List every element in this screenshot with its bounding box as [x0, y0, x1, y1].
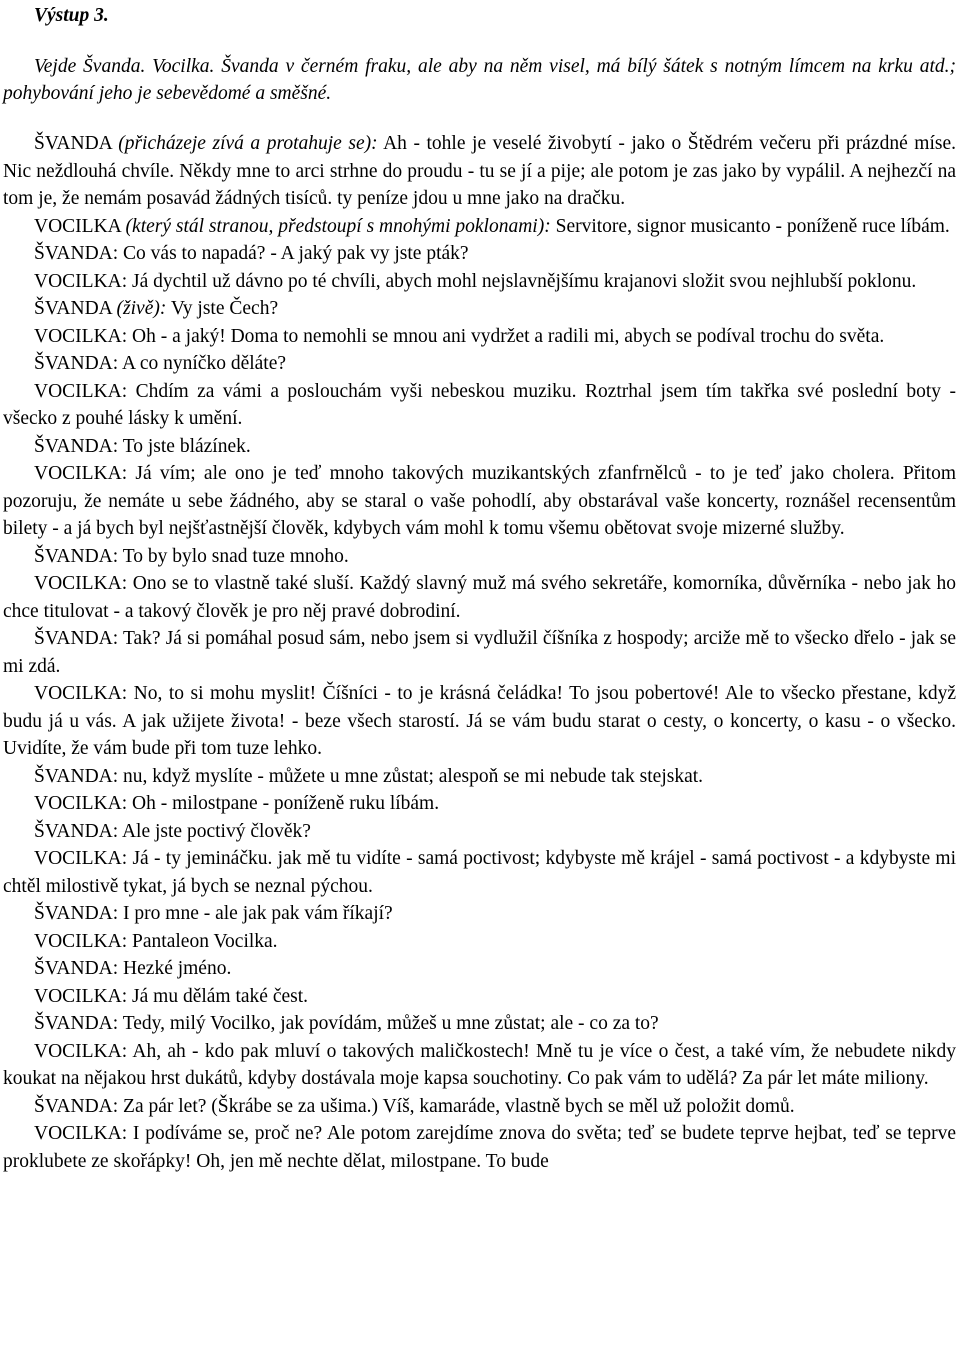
speech-text: Oh - milostpane - poníženě ruku líbám. [127, 793, 440, 814]
dialogue-line [3, 983, 956, 1011]
stage-direction: (živě): [116, 298, 167, 319]
speaker-name: ŠVANDA: [34, 243, 119, 264]
speaker-name: VOCILKA: [34, 270, 128, 292]
speech-text: Ah, ah - kdo pak mluví o takových maličkostech! Mně tu je více o čest, a také vím, že nebudete nikdy koukat na nějakou hrst dukátů, kdyby dostávala moje kapsa souchotiny. Co pak vám to udělá? Za pár let máte miliony. [3, 1040, 956, 1089]
speaker-name: ŠVANDA: [34, 820, 119, 842]
stage-direction-intro: Vejde Švanda. Vocilka. Švanda v černém fraku, ale aby na něm visel, má bílý šátek s notným límcem na krku atd.; pohybování jeho je sebevědomé a směšné. [3, 56, 956, 104]
speaker-name: ŠVANDA: [34, 765, 119, 787]
speaker-name: VOCILKA [34, 215, 121, 237]
dialogue-line [3, 1010, 956, 1038]
speech-text: Hezké jméno. [118, 958, 232, 979]
dialogue-line [3, 378, 956, 433]
dialogue [3, 130, 956, 1175]
speech-text: Chdím za vámi a poslouchám vyši nebeskou muziku. Roztrhal jsem tím takřka své poslední boty - všecko z pouhé lásky k umění. [3, 380, 956, 429]
speech-text: To by bylo snad tuze mnoho. [118, 545, 349, 567]
speech-text: I pro mne - ale jak pak vám říkají? [118, 903, 393, 924]
dialogue-line [3, 543, 956, 571]
dialogue-line [3, 130, 956, 213]
stage-direction: (přicházeje zívá a protahuje se): [118, 133, 378, 154]
speaker-name: ŠVANDA: [34, 958, 119, 979]
speech-text: Ono se to vlastně také sluší. Každý slavný muž má svého sekretáře, komorníka, důvěrníka - nebo jak ho chce titulovat - a takový člověk je pro něj pravé dobrodiní. [3, 573, 956, 622]
dialogue-line [3, 213, 956, 241]
speaker-name: ŠVANDA [34, 298, 112, 319]
speaker-name: VOCILKA: [34, 573, 128, 594]
dialogue-line [3, 625, 956, 680]
dialogue-line [3, 790, 956, 818]
dialogue-line [3, 240, 956, 268]
speaker-name: VOCILKA: [34, 985, 128, 1007]
dialogue-line [3, 845, 956, 900]
speech-text: nu, když myslíte - můžete u mne zůstat; alespoň se mi nebude tak stejskat. [118, 765, 704, 787]
dialogue-line [3, 763, 956, 791]
dialogue-line [3, 1038, 956, 1093]
dialogue-line [3, 680, 956, 763]
dialogue-line [3, 268, 956, 296]
stage-direction: (který stál stranou, předstoupí s mnohými poklonami): [125, 215, 551, 237]
speaker-name: VOCILKA: [34, 1040, 128, 1062]
speech-text: Servitore, signor musicanto - poníženě ruce líbám. [550, 215, 950, 237]
scene-heading: Výstup 3. [34, 5, 109, 26]
speaker-name: ŠVANDA: [34, 903, 119, 924]
speaker-name: VOCILKA: [34, 683, 128, 704]
speech-text: Já dychtil už dávno po té chvíli, abych mohl nejslavnějšímu krajanovi složit svou nejhlubší poklonu. [127, 270, 917, 292]
speech-text: Vy jste Čech? [166, 298, 279, 319]
dialogue-line [3, 900, 956, 928]
dialogue-line [3, 350, 956, 378]
dialogue-line [3, 460, 956, 543]
speech-text: Oh - a jaký! Doma to nemohli se mnou ani vydržet a radili mi, abych se podíval trochu do světa. [127, 325, 885, 347]
speech-text: Tak? Já si pomáhal posud sám, nebo jsem si vydlužil číšníka z hospody; arciže mě to všecko dřelo - jak se mi zdá. [3, 628, 956, 677]
speech-text: Ah - tohle je veselé živobytí - jako o Štědrém večeru při prázdné míse. Nic neždlouhá chvíle. Někdy mne to arci strhne do proudu - tu se jí a pije; ale potom je zas jako by vypálil. A nejhezčí na tom je, že nemám posavád žádných tisíců. ty peníze jdou u mne jako na dračku. [3, 133, 956, 209]
speech-text: No, to si mohu myslit! Číšníci - to je krásná čeládka! To jsou pobertové! Ale to všecko přestane, když budu já u vás. A jak užijete života! - beze všech starostí. Já se vám budu starat o cesty, o koncerty, o kasu - o všecko. Uvidíte, že vám bude při tom tuze lehko. [3, 683, 956, 759]
speaker-name: ŠVANDA: [34, 1013, 119, 1034]
speech-text: Pantaleon Vocilka. [127, 930, 278, 952]
speaker-name: VOCILKA: [34, 380, 128, 402]
speaker-name: ŠVANDA [34, 133, 112, 154]
speaker-name: VOCILKA: [34, 930, 128, 952]
speaker-name: VOCILKA: [34, 463, 128, 484]
speech-text: A co nyníčko děláte? [118, 353, 287, 374]
speech-text: Já mu dělám také čest. [127, 985, 309, 1007]
dialogue-line [3, 323, 956, 351]
dialogue-line [3, 928, 956, 956]
speaker-name: ŠVANDA: [34, 545, 119, 567]
speech-text: Já - ty jemináčku. jak mě tu vidíte - samá poctivost; kdybyste mě krájel - samá poctivost - a kdybyste mi chtěl milostivě tykat, já bych se neznal pýchou. [3, 848, 956, 897]
document-page [3, 0, 956, 1175]
dialogue-line [3, 955, 956, 983]
speaker-name: VOCILKA: [34, 325, 128, 347]
speech-text: Co vás to napadá? - A jaký pak vy jste pták? [118, 243, 469, 264]
speech-text: Za pár let? (Škrábe se za ušima.) Víš, kamaráde, vlastně bych se měl už položit domů. [118, 1095, 795, 1117]
dialogue-line [3, 570, 956, 625]
speaker-name: VOCILKA: [34, 793, 128, 814]
dialogue-line [3, 1093, 956, 1121]
speech-text: Ale jste poctivý člověk? [118, 820, 311, 842]
dialogue-line [3, 433, 956, 461]
speaker-name: VOCILKA: [34, 1123, 128, 1144]
speech-text: Já vím; ale ono je teď mnoho takových muzikantských zfanfrnělců - to je teď jako cholera. Přitom pozoruju, že nemáte u sebe žádného, aby se staral o vaše pohodlí, aby obstarával vaše koncerty, roznášel recensentům bilety - a já bych byl nejšťastnější člověk, kdybych vám mohl k tomu všemu obětovat svoje mizerné služby. [3, 463, 956, 539]
speech-text: Tedy, milý Vocilko, jak povídám, můžeš u mne zůstat; ale - co za to? [118, 1013, 659, 1034]
speaker-name: ŠVANDA: [34, 628, 119, 649]
dialogue-line [3, 295, 956, 323]
speech-text: I podíváme se, proč ne? Ale potom zarejdíme znova do světa; teď se budete teprve hejbat, teď se teprve proklubete ze skořápky! Oh, jen mě nechte dělat, milostpane. To bude [3, 1123, 956, 1172]
speaker-name: VOCILKA: [34, 848, 128, 869]
dialogue-line [3, 818, 956, 846]
speaker-name: ŠVANDA: [34, 353, 119, 374]
speaker-name: ŠVANDA: [34, 435, 119, 457]
dialogue-line [3, 1120, 956, 1175]
speaker-name: ŠVANDA: [34, 1095, 119, 1117]
speech-text: To jste blázínek. [118, 435, 251, 457]
